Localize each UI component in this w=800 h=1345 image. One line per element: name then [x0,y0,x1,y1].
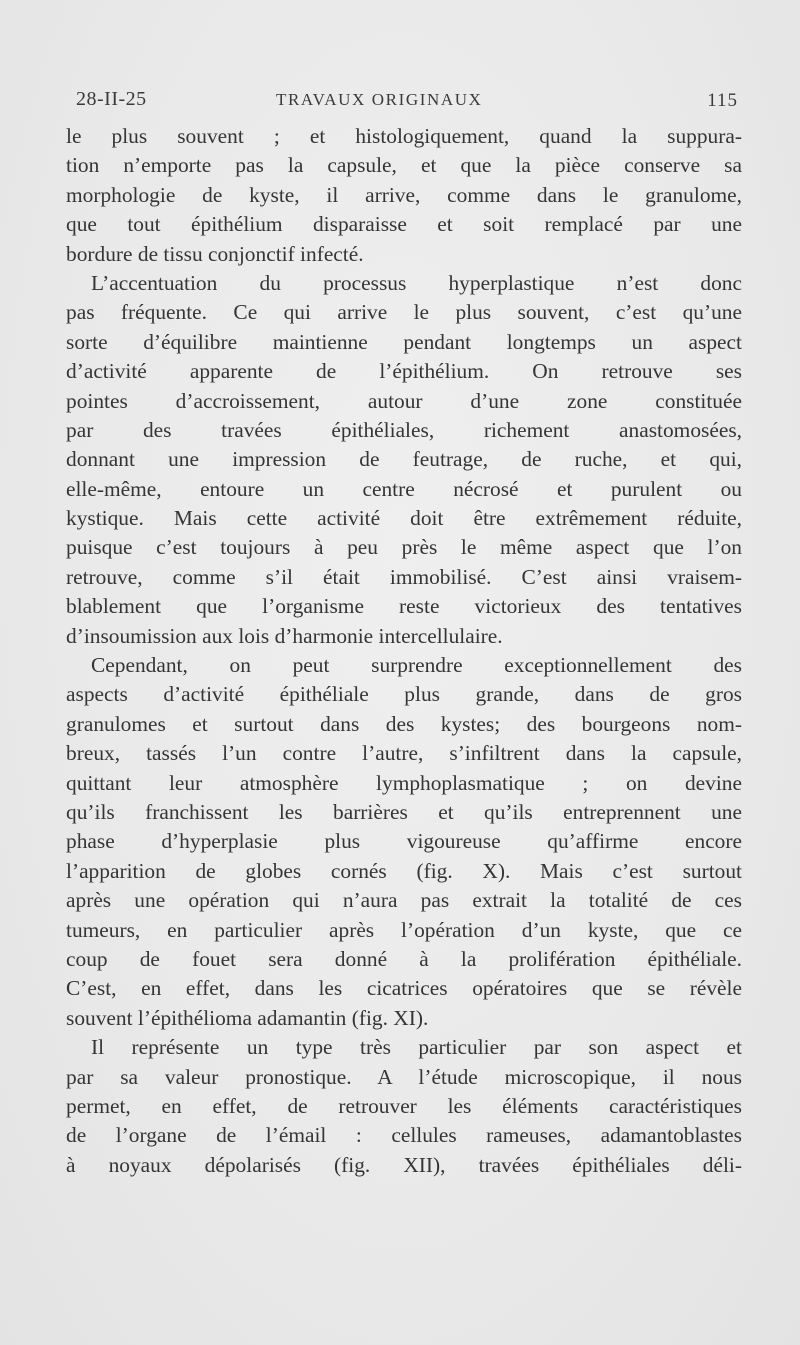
text-line: d’activité apparente de l’épithélium. On retrouve ses [66,359,742,384]
text-line: tion n’emporte pas la capsule, et que la pièce conserve sa [66,153,742,178]
text-line: après une opération qui n’aura pas extrait la totalité de ces [66,888,742,913]
text-line: C’est, en effet, dans les cicatrices opératoires que se révèle [66,976,742,1001]
text-line: breux, tassés l’un contre l’autre, s’infiltrent dans la capsule, [66,741,742,766]
text-line: permet, en effet, de retrouver les éléments caractéristiques [66,1093,742,1118]
text-line: quittant leur atmosphère lymphoplasmatique ; on devine [66,770,742,795]
text-line: donnant une impression de feutrage, de ruche, et qui, [66,447,742,472]
text-line: L’accentuation du processus hyperplastique n’est donc [91,270,742,295]
text-line: aspects d’activité épithéliale plus grande, dans de gros [66,682,742,707]
text-line: granulomes et surtout dans des kystes; des bourgeons nom- [66,711,742,736]
text-line: à noyaux dépolarisés (fig. XII), travées épithéliales déli- [66,1152,742,1177]
body-text [66,122,742,1180]
text-line: coup de fouet sera donné à la prolifération épithéliale. [66,946,742,971]
text-line: pas fréquente. Ce qui arrive le plus souvent, c’est qu’une [66,300,742,325]
text-line: bordure de tissu conjonctif infecté. [66,241,364,266]
text-line: que tout épithélium disparaisse et soit remplacé par une [66,212,742,237]
text-line: pointes d’accroissement, autour d’une zone constituée [66,388,742,413]
text-line: le plus souvent ; et histologiquement, quand la suppura- [66,124,742,148]
text-line: de l’organe de l’émail : cellules rameuses, adamantoblastes [66,1123,742,1148]
text-line: souvent l’épithélioma adamantin (fig. XI). [66,1005,429,1030]
header-date: 28-II-25 [76,88,147,110]
text-line: morphologie de kyste, il arrive, comme dans le granulome, [66,182,742,207]
page-number: 115 [707,90,738,111]
text-line: sorte d’équilibre maintienne pendant longtemps un aspect [66,329,742,354]
text-line: tumeurs, en particulier après l’opération d’un kyste, que ce [66,917,742,942]
text-line: puisque c’est toujours à peu près le même aspect que l’on [66,535,742,560]
text-line: par des travées épithéliales, richement anastomosées, [66,417,742,442]
text-line: kystique. Mais cette activité doit être extrêmement réduite, [66,506,742,531]
header-title: TRAVAUX ORIGINAUX [276,90,483,109]
text-line: par sa valeur pronostique. A l’étude microscopique, il nous [66,1064,742,1089]
text-line: phase d’hyperplasie plus vigoureuse qu’affirme encore [66,829,742,854]
text-line: Cependant, on peut surprendre exceptionnellement des [91,653,742,678]
text-line: Il représente un type très particulier par son aspect et [91,1035,742,1060]
running-head [76,88,738,116]
text-line: qu’ils franchissent les barrières et qu’ils entreprennent une [66,799,742,824]
text-line: d’insoumission aux lois d’harmonie intercellulaire. [66,623,503,648]
text-line: blablement que l’organisme reste victorieux des tentatives [66,594,742,619]
text-line: l’apparition de globes cornés (fig. X). Mais c’est surtout [66,858,742,883]
text-line: retrouve, comme s’il était immobilisé. C’est ainsi vraisem- [66,564,742,589]
text-line: elle-même, entoure un centre nécrosé et purulent ou [66,476,742,501]
